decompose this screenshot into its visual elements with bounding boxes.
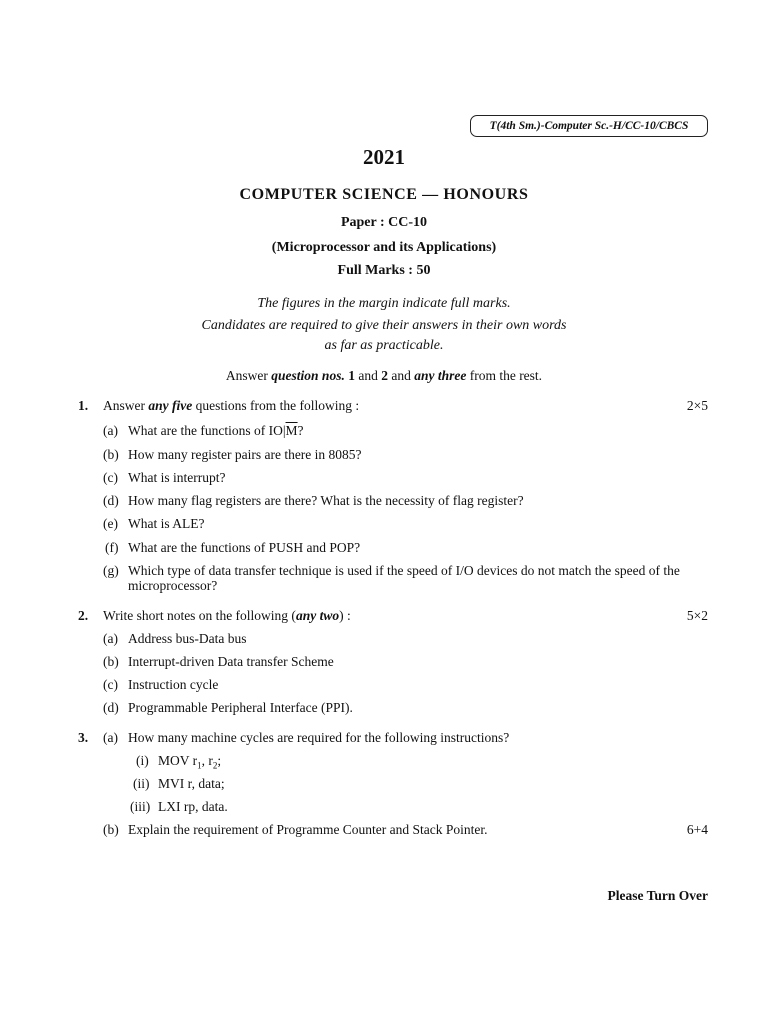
- paper-code: T(4th Sm.)-Computer Sc.-H/CC-10/CBCS: [470, 115, 708, 137]
- answer-and-1: and: [358, 368, 378, 383]
- q3-marks: 6+4: [686, 822, 708, 837]
- q3-b-label: (b): [103, 822, 119, 837]
- q2-item-label: (b): [103, 654, 119, 669]
- q1-item-text: How many flag registers are there? What is the necessity of flag register?: [128, 493, 524, 508]
- q3-b-text: Explain the requirement of Programme Counter and Stack Pointer.: [128, 822, 488, 837]
- q3-sub-label: (ii): [133, 776, 150, 791]
- q1-item-label: (e): [103, 516, 118, 531]
- answer-qnos: question nos.: [271, 368, 345, 383]
- q1-item-a-after: ?: [297, 423, 304, 438]
- answer-and-2: and: [391, 368, 411, 383]
- q1-item-a-main: What are the functions of IO|: [128, 423, 286, 438]
- exam-year: 2021: [363, 145, 405, 169]
- q3-sub-i-c: ;: [217, 753, 222, 768]
- q2-item-text: Programmable Peripheral Interface (PPI).: [128, 700, 353, 715]
- q3-sub-label: (i): [136, 753, 149, 768]
- q1-text-prefix: Answer: [103, 398, 145, 413]
- q3-sub-i-s1: 1: [197, 760, 202, 771]
- q1-item-text: What is interrupt?: [128, 470, 226, 485]
- answer-prefix: Answer: [225, 368, 268, 383]
- q1-item-label: (a): [103, 423, 118, 438]
- q1-item-label: (g): [103, 563, 119, 578]
- q2-text-suffix: ) :: [339, 608, 351, 623]
- q3-a-text: How many machine cycles are required for the following instructions?: [128, 730, 510, 745]
- q2-item-label: (a): [103, 631, 118, 646]
- q2-item-label: (d): [103, 700, 119, 715]
- q3-number: 3.: [78, 730, 89, 745]
- q3-sub-text: LXI rp, data.: [158, 799, 228, 814]
- q1-item-text: What are the functions of PUSH and POP?: [128, 540, 361, 555]
- subject-title: COMPUTER SCIENCE — HONOURS: [239, 186, 529, 203]
- q2-text: [103, 608, 351, 624]
- q1-item-label: (b): [103, 447, 119, 462]
- q2-number: 2.: [78, 608, 89, 623]
- q3-sub-label: (iii): [130, 799, 151, 814]
- answer-any-three: any three: [414, 368, 467, 383]
- answer-instruction: [0, 368, 768, 384]
- q1-item-a-overline: $\overline{M}$: [285, 423, 298, 438]
- q1-text-emph: any five: [148, 398, 193, 413]
- q2-item-text: Instruction cycle: [128, 677, 219, 692]
- q2-marks: 5×2: [686, 608, 708, 623]
- paper-number: Paper : CC-10: [340, 215, 428, 230]
- q1-marks: 2×5: [686, 398, 708, 413]
- instruction-line-3: as far as practicable.: [324, 338, 444, 353]
- please-turn-over: Please Turn Over: [607, 888, 708, 903]
- q1-item-label: (f): [105, 540, 119, 555]
- q2-item-label: (c): [103, 677, 118, 692]
- q1-item-a-text: [128, 423, 304, 439]
- q2-text-prefix: Write short notes on the following (: [103, 608, 296, 623]
- q3-sub-text: MVI r, data;: [158, 776, 225, 791]
- q1-item-text: Which type of data transfer technique is used if the speed of I/O devices do not match the speed of the microprocessor?: [128, 563, 680, 593]
- paper-subtitle: (Microprocessor and its Applications): [271, 240, 497, 255]
- q1-item-label: (d): [103, 493, 119, 508]
- q2-item-text: Interrupt-driven Data transfer Scheme: [128, 654, 334, 669]
- q1-item-label: (c): [103, 470, 118, 485]
- q3-sub-i-b: , r: [201, 753, 213, 768]
- q1-item-text: What is ALE?: [128, 516, 205, 531]
- answer-num-2: 2: [381, 368, 388, 383]
- q1-item-text: How many register pairs are there in 8085?: [128, 447, 362, 462]
- full-marks: Full Marks : 50: [337, 263, 431, 278]
- q3-sub-i-text: [158, 753, 221, 771]
- q2-item-text: Address bus-Data bus: [128, 631, 247, 646]
- q3-a-label: (a): [103, 730, 118, 745]
- q1-text-suffix: questions from the following :: [195, 398, 360, 413]
- q3-sub-i-s2: 2: [212, 760, 218, 771]
- instruction-line-2: Candidates are required to give their answers in their own words: [201, 318, 567, 333]
- q1-number: 1.: [78, 398, 89, 413]
- q3-sub-i-a: MOV r: [158, 753, 198, 768]
- answer-suffix: from the rest.: [469, 368, 543, 383]
- q1-text: [103, 398, 359, 414]
- q2-text-emph: any two: [295, 608, 340, 623]
- answer-num-1: 1: [348, 368, 355, 383]
- instruction-line-1: The figures in the margin indicate full marks.: [257, 296, 511, 311]
